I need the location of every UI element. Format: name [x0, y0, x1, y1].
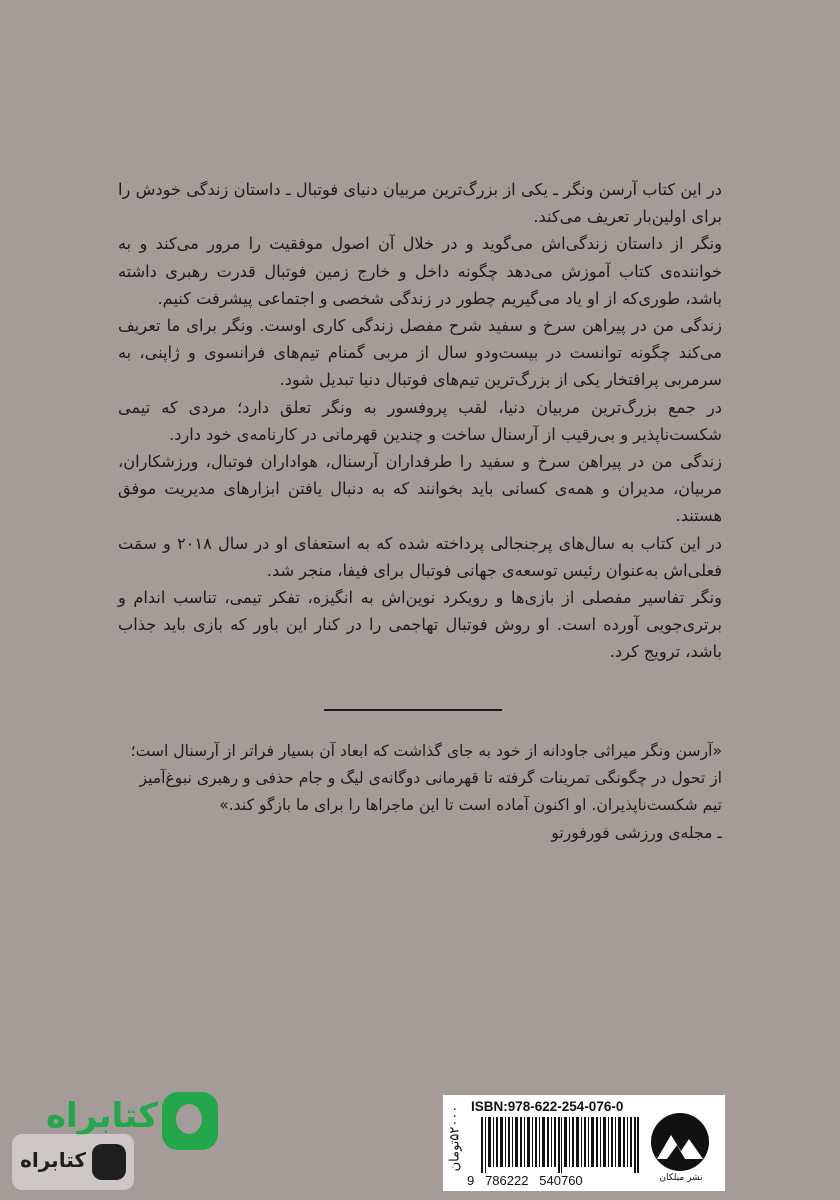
- price-label: ۵۲۰۰۰تومان: [447, 1105, 463, 1172]
- paragraph: ونگر تفاسیر مفصلی از بازی‌ها و رویکرد نوین‌اش به انگیزه، تفکر تیمی، تناسب اندام و برتری‌جویی آورده است. او روش فوتبال تهاجمی را در کنار این باور که بازی باید جذاب باشد، ترویج کرد.: [118, 588, 722, 662]
- paragraph: در جمع بزرگ‌ترین مربیان دنیا، لقب پروفسور به ونگر تعلق دارد؛ مردی که تیمی شکست‌ناپذیر و بی‌رقیب از آرسنال ساخت و چندین قهرمانی در کارنامه‌ی خود دارد.: [118, 397, 722, 444]
- barcode-panel: [443, 1095, 725, 1191]
- isbn-text: ISBN:978-622-254-076-0: [471, 1099, 624, 1114]
- ketabrah-watermark: [12, 1134, 134, 1190]
- quote-line: «آرسن ونگر میراثی جاودانه از خود به جای گذاشت که ابعاد آن بسیار فراتر از آرسنال است؛: [130, 742, 722, 760]
- ketabrah-logo-text: کتابراه: [45, 1096, 158, 1136]
- paragraph: زندگی من در پیراهن سرخ و سفید را طرفداران آرسنال، هواداران فوتبال، ورزشکاران، مربیان، مدیران و همه‌ی کسانی باید بخوانند که به دنبال یافتن ابزارهای مدیریت موفق هستند.: [118, 452, 722, 526]
- quote-line: از تحول در چگونگی تمرینات گرفته تا قهرمانی دوگانه‌ی لیگ و جام حذفی و رهبری نبوغ‌آمیز: [139, 769, 722, 788]
- back-cover-description: [118, 176, 722, 666]
- quote-source: ـ مجله‌ی ورزشی فورفورتو: [551, 823, 722, 842]
- ketabrah-watermark-text: کتابراه: [20, 1148, 86, 1172]
- ketabrah-logo-icon: [162, 1092, 218, 1150]
- paragraph: زندگی من در پیراهن سرخ و سفید شرح مفصل زندگی کاری اوست. ونگر برای ما تعریف می‌کند چگونه توانست در بیست‌ودو سال از مربی گمنام تیم‌های فرانسوی و ژاپنی، به سرمربی پرافتخار یکی از بزرگ‌ترین تیم‌های فوتبال دنیا تبدیل شود.: [118, 316, 722, 390]
- section-divider: [324, 709, 502, 711]
- barcode-icon: [481, 1117, 639, 1173]
- publisher-name: نشر میلکان: [659, 1173, 703, 1183]
- mountain-icon: [651, 1113, 709, 1171]
- quote-line: تیم شکست‌ناپذیران. او اکنون آماده است تا این ماجراها را برای ما بازگو کند.»: [219, 796, 722, 815]
- paragraph: ونگر از داستان زندگی‌اش می‌گوید و در خلال آن اصول موفقیت را مرور می‌کند و به خواننده‌ی کتاب آموزش می‌دهد چگونه داخل و خارج زمین فوتبال قدرت رهبری داشته باشد، طوری‌که از او یاد می‌گیریم چطور در زندگی شخصی و اجتماعی پیشرفت کنیم.: [118, 234, 722, 308]
- ketabrah-watermark-icon: [92, 1144, 126, 1180]
- barcode-digits: 9 786222 540760: [467, 1173, 583, 1188]
- publisher-logo: [645, 1113, 719, 1187]
- review-quote: [118, 738, 722, 847]
- paragraph: در این کتاب به سال‌های پرجنجالی پرداخته شده که به استعفای او در سال ۲۰۱۸ و سمَت فعلی‌اش به‌عنوان رئیس توسعه‌ی جهانی فوتبال برای فیفا، منجر شد.: [118, 533, 722, 580]
- paragraph: در این کتاب آرسن ونگر ـ یکی از بزرگ‌ترین مربیان دنیای فوتبال ـ داستان زندگی خودش را برای اولین‌بار تعریف می‌کند.: [118, 180, 722, 227]
